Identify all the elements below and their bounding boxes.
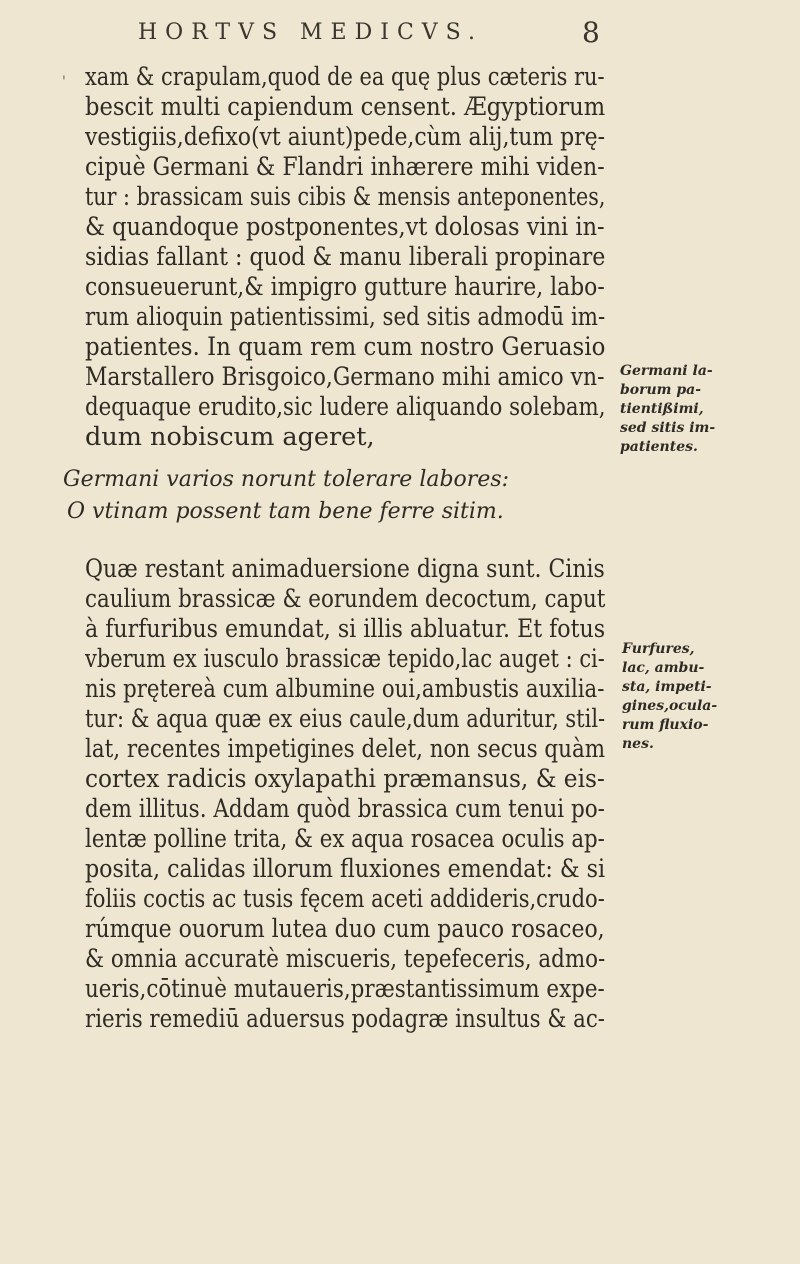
text-line: à furfuribus emundat, si illis abluatur. Et fotus xyxy=(85,614,606,644)
margin-note-line: borum pa- xyxy=(620,382,702,398)
text-line: xam & crapulam,quod de ea quę plus cæteris ru- xyxy=(85,62,605,92)
margin-note-line: tientißimi, xyxy=(620,401,704,417)
margin-note-furfures xyxy=(622,640,732,754)
text-line: rieris remediū aduersus podagræ insultus & ac- xyxy=(85,1004,605,1034)
text-line: sidias fallant : quod & manu liberali propinare xyxy=(85,242,606,272)
margin-note-line: lac, ambu- xyxy=(622,660,705,676)
margin-note-line: sta, impeti- xyxy=(622,679,712,695)
text-line: vestigiis,defixo(vt aiunt)pede,cùm alij,tum prę- xyxy=(85,122,606,152)
verse-line: O vtinam possent tam bene ferre sitim. xyxy=(67,499,504,524)
text-line: patientes. In quam rem cum nostro Geruasio xyxy=(85,332,606,362)
page-number: 8 xyxy=(582,16,600,49)
margin-note-line: sed sitis im- xyxy=(620,420,716,436)
text-line: dequaque erudito,sic ludere aliquando solebam, xyxy=(85,392,606,422)
text-line: posita, calidas illorum fluxiones emendat: & si xyxy=(85,854,606,884)
margin-note-line: gines,ocula- xyxy=(622,698,718,714)
text-line: dem illitus. Addam quòd brassica cum tenui po- xyxy=(85,794,605,824)
text-line: lat, recentes impetigines delet, non secus quàm xyxy=(85,734,606,764)
text-line: vberum ex iusculo brassicæ tepido,lac auget : ci- xyxy=(85,644,605,674)
text-line: & quandoque postponentes,vt dolosas vini in- xyxy=(85,212,605,242)
running-head: HORTVS MEDICVS. xyxy=(138,20,483,45)
margin-note-line: rum fluxio- xyxy=(622,717,709,733)
text-line: tur: & aqua quæ ex eius caule,dum aduritur, stil- xyxy=(85,704,606,734)
text-line: foliis coctis ac tusis fęcem aceti addideris,crudo- xyxy=(85,884,605,914)
margin-note-line: Germani la- xyxy=(620,363,713,379)
text-line: rúmque ouorum lutea duo cum pauco rosaceo, xyxy=(85,914,605,944)
text-line: Quæ restant animaduersione digna sunt. Cinis xyxy=(85,554,605,584)
text-line: & omnia accuratè miscueris, tepefeceris, admo- xyxy=(85,944,606,974)
margin-note-germani xyxy=(620,362,730,457)
text-line: Marstallero Brisgoico,Germano mihi amico vn- xyxy=(85,362,605,392)
text-line: cipuè Germani & Flandri inhærere mihi viden- xyxy=(85,152,605,182)
verse-line: Germani varios norunt tolerare labores: xyxy=(63,467,510,492)
text-line: dum nobiscum ageret, xyxy=(85,422,375,452)
text-line: tur : brassicam suis cibis & mensis anteponentes, xyxy=(85,182,606,212)
text-line: ueris,cōtinuè mutaueris,præstantissimum expe- xyxy=(85,974,605,1004)
margin-note-line: Furfures, xyxy=(622,641,695,657)
text-line: lentæ polline trita, & ex aqua rosacea oculis ap- xyxy=(85,824,605,854)
text-line: bescit multi capiendum censent. Ægyptiorum xyxy=(85,92,606,122)
text-line: cortex radicis oxylapathi præmansus, & eis- xyxy=(85,764,605,794)
margin-note-line: patientes. xyxy=(620,439,698,455)
text-line: caulium brassicæ & eorundem decoctum, caput xyxy=(85,584,606,614)
text-line: nis prętereà cum albumine oui,ambustis auxilia- xyxy=(85,674,605,704)
margin-mark: ' xyxy=(62,74,66,90)
text-line: consueuerunt,& impigro gutture haurire, labo- xyxy=(85,272,605,302)
page-header xyxy=(0,0,800,60)
margin-note-line: nes. xyxy=(622,736,654,752)
text-line: rum alioquin patientissimi, sed sitis admodū im- xyxy=(85,302,606,332)
